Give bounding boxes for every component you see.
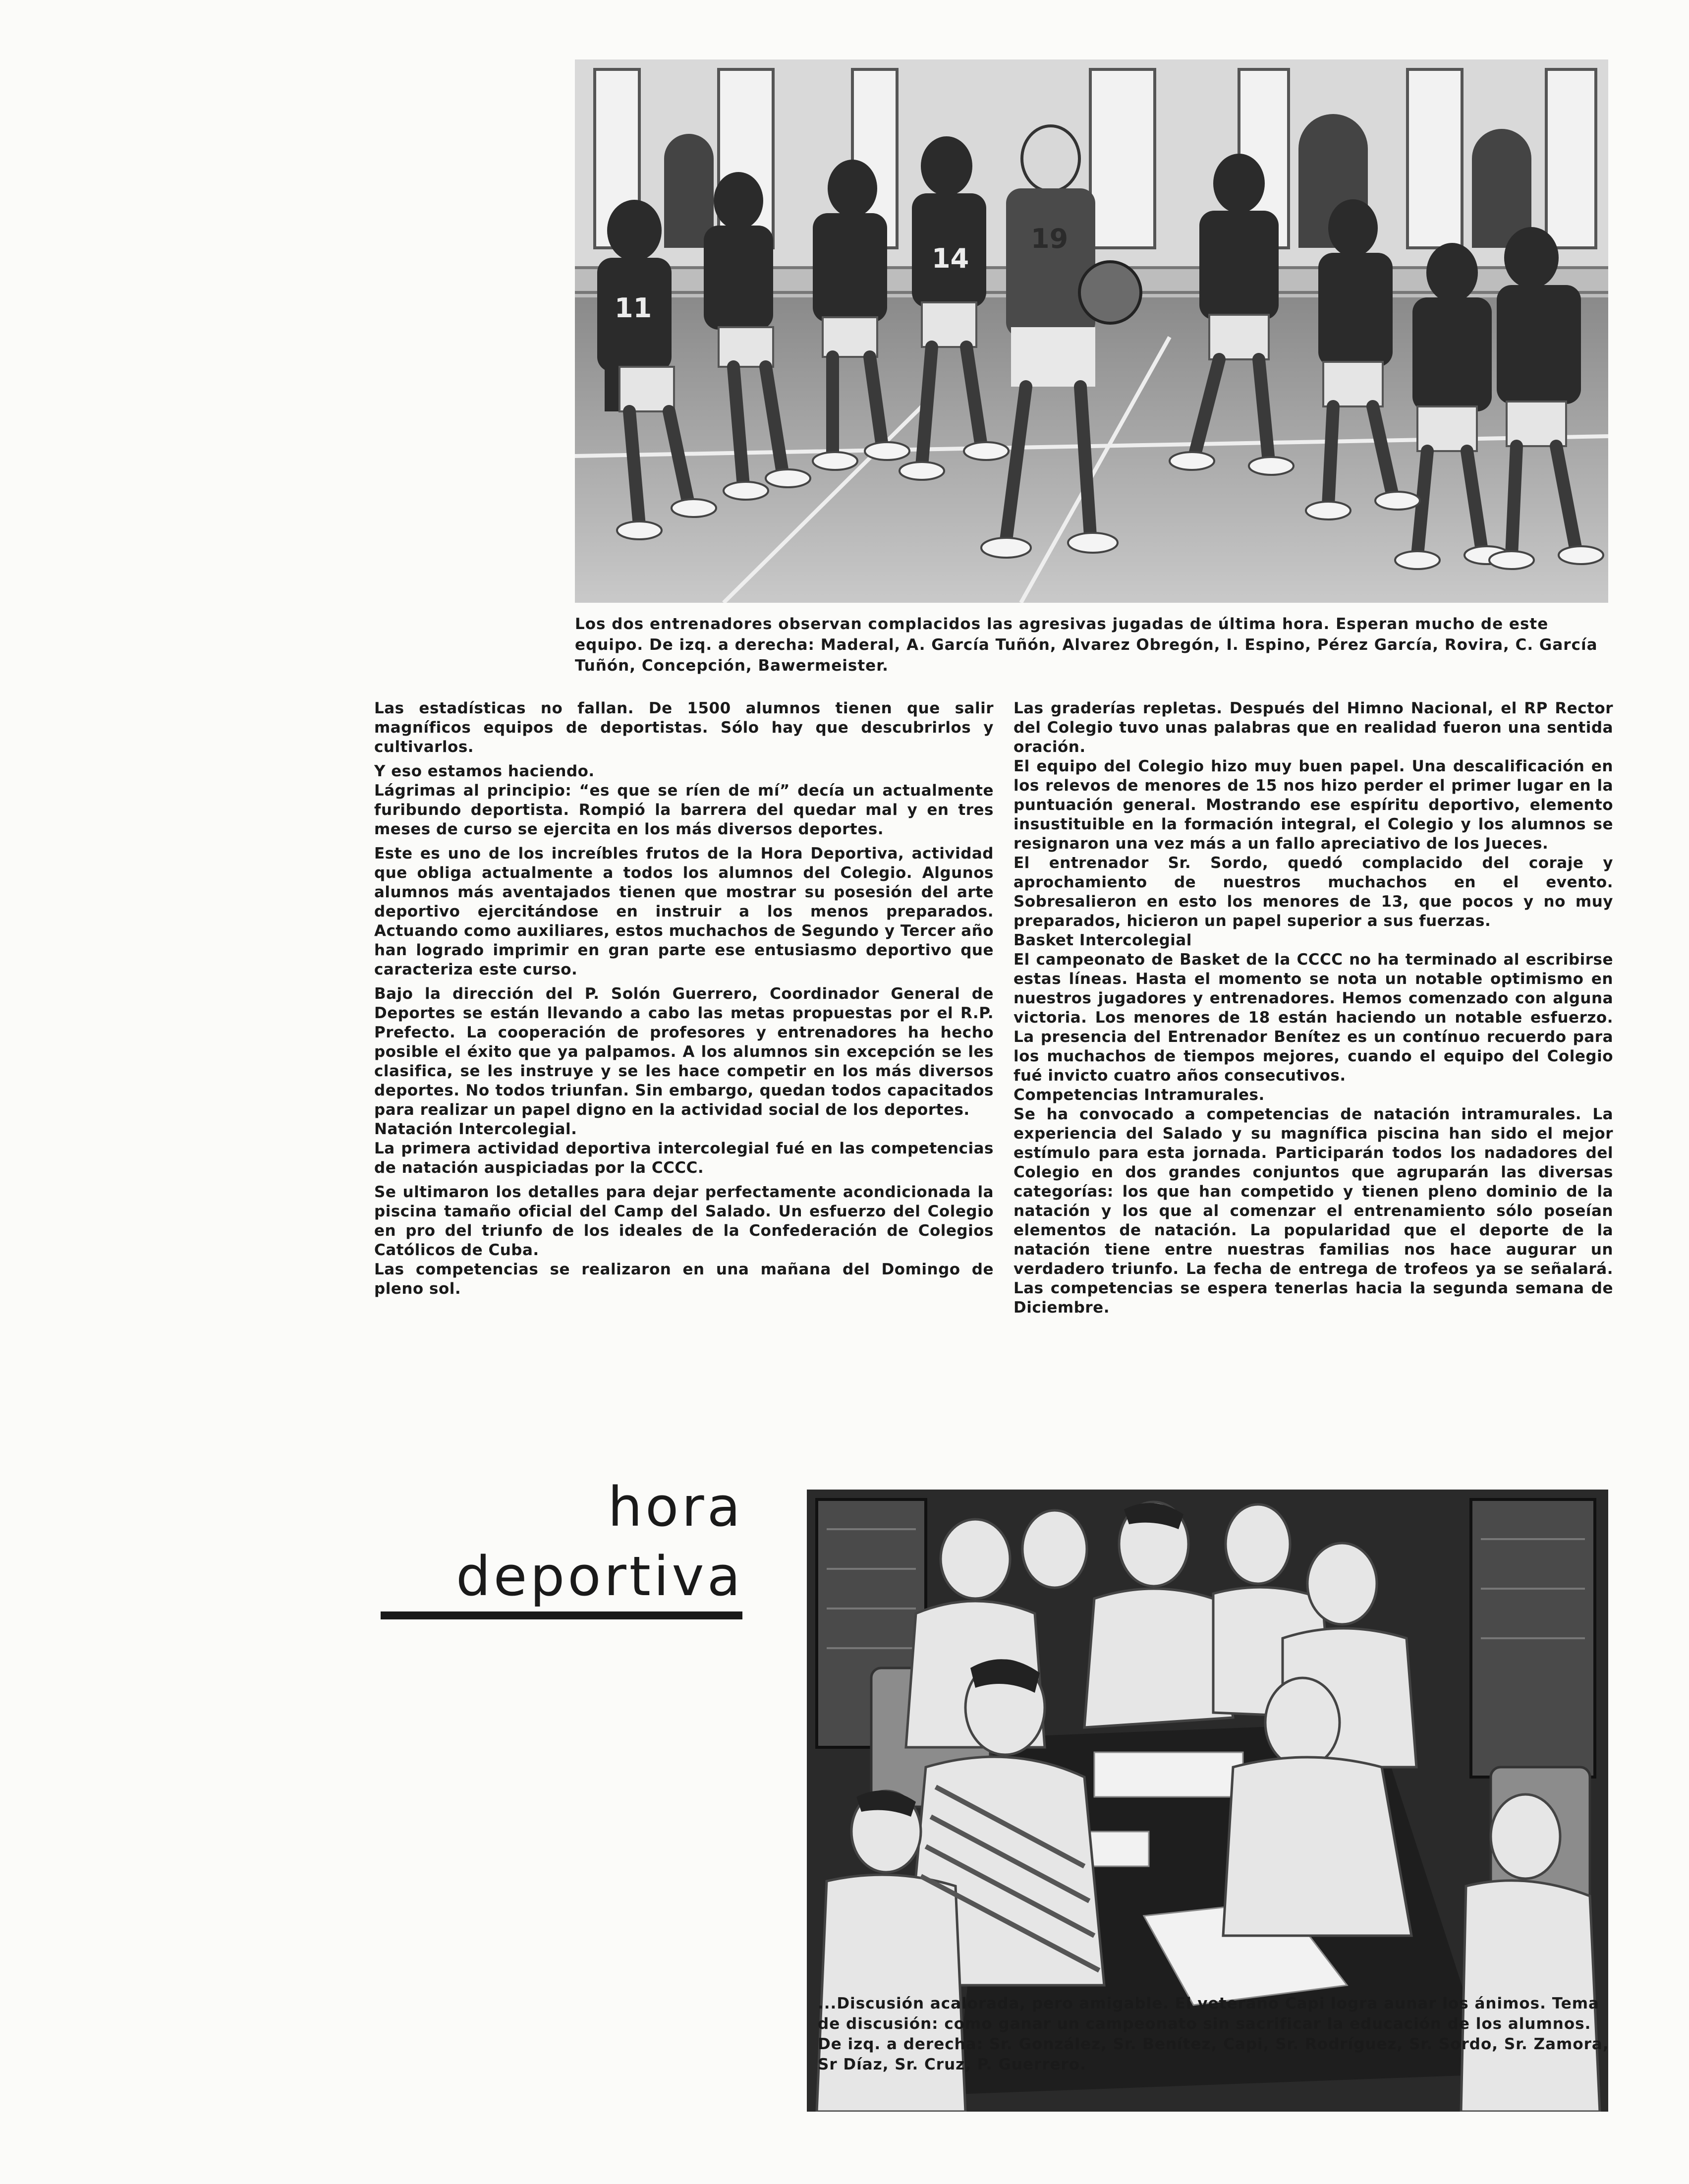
section-subheading: Competencias Intramurales. [1013,1086,1265,1104]
section-heading-line1: hora [608,1475,743,1539]
article-paragraph: Se ha convocado a competencias de natación intramurales. La experiencia del Salado y su magnífica piscina han sido el mejor estímulo para esta jornada. Participarán todos los nadadores del Colegio en dos grandes conjuntos que agruparán las diversas categorías: los que han competido y tienen pleno dominio de la natación y los que al comenzar el entrenamiento sólo poseían elementos de natación. La popularidad que el deporte de la natación tiene entre nuestras familias nos hace augurar un verdadero triunfo. La fecha de entrega de trofeos ya se señalará. Las competencias se espera tenerlas hacia la segunda semana de Diciembre. [1013,1105,1613,1317]
basketball-photo-graphic [575,59,1608,603]
top-photo-caption: Los dos entrenadores observan complacidos las agresivas jugadas de última hora. Esperan mucho de este equipo. De izq. a derecha: Maderal, A. García Tuñón, Alvarez Obregón, I. Espino, Pérez García, Rovira, C. García Tuñón, Concepción, Bawermeister. [575,615,1598,675]
section-heading-line2: deportiva [455,1545,743,1608]
article-paragraph: Lágrimas al principio: “es que se ríen de mí” decía un actualmente furibundo deportista. Rompió la barrera del quedar mal y en tres meses de curso se ejercita en los más diversos deportes. [374,782,994,838]
jersey-number: 19 [1031,223,1069,254]
article-paragraph: El campeonato de Basket de la CCCC no ha terminado al escribirse estas líneas. Hasta el momento se nota un notable optimismo en nuestros jugadores y entrenadores. Hemos comenzado con alguna victoria. Los menores de 18 están haciendo un notable esfuerzo. La presencia del Entrenador Benítez es un contínuo recuerdo para los muchachos de tiempos mejores, cuando el equipo del Colegio fué invicto cuatro años consecutivos. [1013,951,1613,1085]
article-paragraph: Bajo la dirección del P. Solón Guerrero, Coordinador General de Deportes se están llevando a cabo las metas propuestas por el R.P. Prefecto. La cooperación de profesores y entrenadores ha hecho posible el éxito que ya palpamos. A los alumnos sin excepción se les clasifica, se les instruye y se les hace competir en los más diversos deportes. No todos triunfan. Sin embargo, quedan todos capacitados para realizar un papel digno en la actividad social de los deportes. [374,985,994,1119]
article-paragraph: Este es uno de los increíbles frutos de la Hora Deportiva, actividad que obliga actualmente a todos los alumnos del Colegio. Algunos alumnos más aventajados tienen que mostrar su posesión del arte deportivo ejercitándose en instruir a los menos preparados. Actuando como auxiliares, estos muchachos de Segundo y Tercer año han logrado imprimir en gran parte ese entusiasmo deportivo que caracteriza este curso. [374,845,994,978]
article-paragraph: El equipo del Colegio hizo muy buen papel. Una descalificación en los relevos de menores de 15 nos hizo perder el primer lugar en la puntuación general. Mostrando ese espíritu deportivo, elemento insustituible en la formación integral, el Colegio y los alumnos se resignaron una vez más a un fallo apreciativo de los Jueces. [1013,757,1613,853]
heading-rule [381,1611,742,1619]
article-paragraph: Y eso estamos haciendo. [374,762,595,780]
article-paragraph: El entrenador Sr. Sordo, quedó complacido del coraje y aprochamiento de nuestros muchachos en el evento. Sobresalieron en esto los menores de 13, que pocos y no muy preparados, hicieron un papel superior a sus fuerzas. [1013,854,1613,930]
jersey-number: 14 [932,243,969,274]
article-paragraph: La primera actividad deportiva intercolegial fué en las competencias de natación auspiciadas por la CCCC. [374,1140,994,1177]
basketball-team-photo [575,59,1608,603]
article-paragraph: Las competencias se realizaron en una mañana del Domingo de pleno sol. [374,1261,994,1298]
section-subheading: Natación Intercolegial. [374,1120,577,1138]
article-paragraph: Las estadísticas no fallan. De 1500 alumnos tienen que salir magníficos equipos de deportistas. Sólo hay que descubrirlos y cultivarlos. [374,699,994,756]
article-left-column [374,699,994,1299]
article-paragraph: Se ultimaron los detalles para dejar perfectamente acondicionada la piscina tamaño oficial del Camp del Salado. Un esfuerzo del Colegio en pro del triunfo de los ideales de la Confederación de Colegios Católicos de Cuba. [374,1183,994,1259]
jersey-number: 11 [615,292,652,324]
bottom-photo-caption: ...Discusión acalorada, pero amigable. El veterano Capi logra aunar los ánimos. Tema de discusión: como ganar un campeonato sin sacrificar la educación de los alumnos. De izq. a derecha: Sr. González, Sr. Benítez, Capi, Sr. Rodríguez, Sr. Sordo, Sr. Zamora, Sr Díaz, Sr. Cruz, P. Guerrero. [818,1995,1609,2073]
article-right-column [1013,699,1613,1318]
article-paragraph: Las graderías repletas. Después del Himno Nacional, el RP Rector del Colegio tuvo unas palabras que en realidad fueron una sentida oración. [1013,699,1613,756]
section-subheading: Basket Intercolegial [1013,931,1192,949]
